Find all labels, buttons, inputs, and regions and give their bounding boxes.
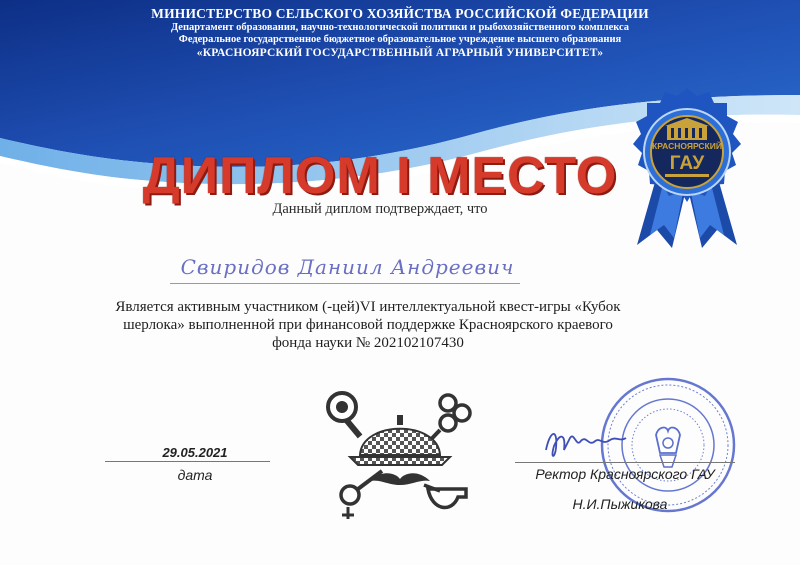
badge-line2: ГАУ <box>669 153 705 174</box>
institution-type: Федеральное государственное бюджетное образовательное учреждение высшего образования <box>178 34 622 46</box>
university-name: «КРАСНОЯРСКИЙ ГОСУДАРСТВЕННЫЙ АГРАРНЫЙ УНИВЕРСИТЕТ» <box>196 46 604 59</box>
badge-line1: КРАСНОЯРСКИЙ <box>652 141 722 151</box>
rector-underline <box>515 462 735 463</box>
header-text <box>0 6 800 60</box>
department-name: Департамент образования, научно-технологической политики и рыбохозяйственного комплекса <box>170 21 630 33</box>
rector-name: Н.И.Пыжикова <box>572 496 668 512</box>
diploma-title: ДИПЛОМ I МЕСТО <box>142 147 618 205</box>
diploma-subtitle: Данный диплом подтверждает, что <box>272 201 488 217</box>
ministry-name: МИНИСТЕРСТВО СЕЛЬСКОГО ХОЗЯЙСТВА РОССИЙСКОЙ ФЕДЕРАЦИИ <box>151 6 649 21</box>
recipient-underline <box>170 283 520 284</box>
sherlock-emblem-icon <box>320 385 480 525</box>
university-badge <box>612 80 762 250</box>
date-label: дата <box>177 467 213 483</box>
recipient-name: Свиридов Даниил Андреевич <box>180 255 515 279</box>
rector-title: Ректор Красноярского ГАУ <box>535 466 715 482</box>
date-underline <box>105 461 270 462</box>
date-value: 29.05.2021 <box>162 445 228 460</box>
diploma-body-text: Является активным участником (-цей)VI интеллектуальной квест-игры «Кубок шерлока» выполненной при финансовой поддержке Красноярского краевого фонда науки № 202102107430 <box>115 299 621 351</box>
